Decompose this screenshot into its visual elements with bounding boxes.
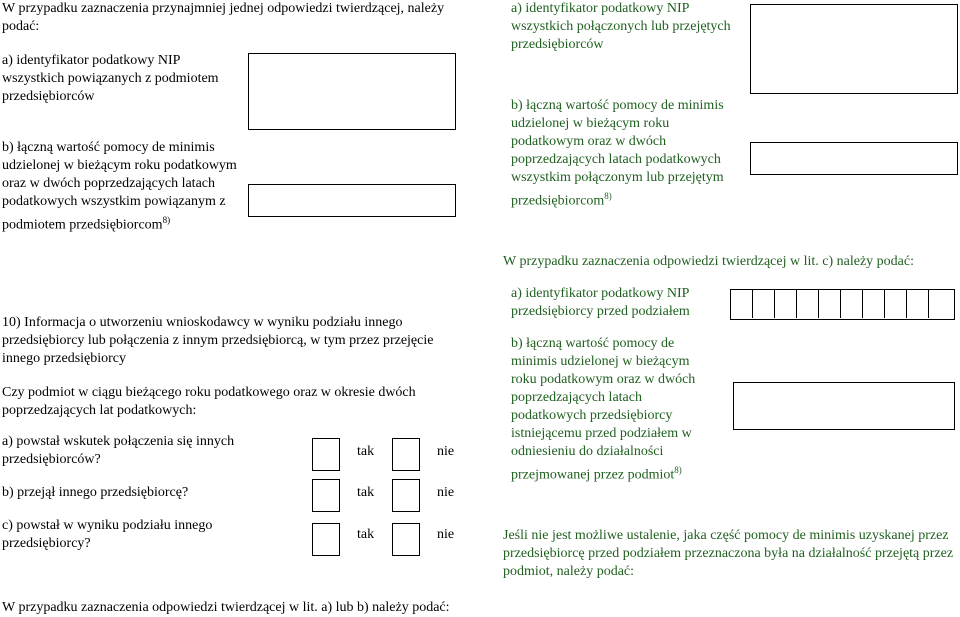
left-nip-label: a) identyfikator podatkowy NIP wszystkich powiązanych z podmiotem przedsiębiorców xyxy=(2,53,219,104)
right-aid-text: b) łączną wartość pomocy de minimis udzielonej w bieżącym roku podatkowym oraz w dwóch poprzedzających latach podatkowych wszystkim połączonym lub przejętym przedsiębiorcom xyxy=(511,98,724,209)
split-aid-label xyxy=(511,335,711,485)
item-a-yes-label: tak xyxy=(357,444,375,459)
section10-question: Czy podmiot w ciągu bieżącego roku podatkowego oraz w okresie dwóch poprzedzających lat podatkowych: xyxy=(2,385,416,418)
item-a-no-checkbox[interactable] xyxy=(392,438,420,471)
nip-cell xyxy=(752,290,772,318)
nip-cell xyxy=(818,290,838,318)
footnote-marker: 8) xyxy=(674,465,682,475)
item-c-yes-label: tak xyxy=(357,527,375,542)
footnote-marker: 8) xyxy=(162,215,171,225)
nip-cell xyxy=(796,290,816,318)
item-a-yes-checkbox[interactable] xyxy=(312,438,340,471)
right-nip-field[interactable] xyxy=(750,4,958,94)
item-c-yes-checkbox[interactable] xyxy=(312,523,340,556)
nip-cell xyxy=(884,290,904,318)
nip-cell xyxy=(928,290,948,318)
nip-cell xyxy=(906,290,926,318)
split-aid-field[interactable] xyxy=(733,382,955,430)
nip-cell xyxy=(840,290,860,318)
split-nip-label: a) identyfikator podatkowy NIP przedsiębiorcy przed podziałem xyxy=(511,286,690,319)
item-b-yes-checkbox[interactable] xyxy=(312,479,340,512)
item-b-yes-label: tak xyxy=(357,485,375,500)
item-c-no-checkbox[interactable] xyxy=(392,523,420,556)
nip-cell xyxy=(774,290,794,318)
left-intro: W przypadku zaznaczenia przynajmniej jednej odpowiedzi twierdzącej, należy podać: xyxy=(2,1,445,34)
split-note: Jeśli nie jest możliwe ustalenie, jaka część pomocy de minimis uzyskanej przez przedsiębiorcę przed podziałem przeznaczona była na działalność przejętą przez podmiot, należy podać: xyxy=(503,528,954,579)
right-aid-field[interactable] xyxy=(750,142,958,175)
section10-footer: W przypadku zaznaczenia odpowiedzi twierdzącej w lit. a) lub b) należy podać: xyxy=(2,600,450,615)
item-c-no-label: nie xyxy=(437,527,455,542)
lit-c-heading: W przypadku zaznaczenia odpowiedzi twierdzącej w lit. c) należy podać: xyxy=(503,254,914,269)
left-aid-field[interactable] xyxy=(248,184,456,217)
nip-cell xyxy=(862,290,882,318)
item-c-label: c) powstał w wyniku podziału innego przedsiębiorcy? xyxy=(2,518,213,551)
item-a-label: a) powstał wskutek połączenia się innych przedsiębiorców? xyxy=(2,434,235,467)
section10-heading: 10) Informacja o utworzeniu wnioskodawcy w wyniku podziału innego przedsiębiorcy lub połączenia z innym przedsiębiorcą, w tym przez przejęcie innego przedsiębiorcy xyxy=(2,315,434,366)
item-b-no-label: nie xyxy=(437,485,455,500)
split-aid-text: b) łączną wartość pomocy de minimis udzielonej w bieżącym roku podatkowym oraz w dwóch poprzedzających latach podatkowych przedsiębiorcy istniejącemu przed podziałem w odniesieniu do działalności przejmowanej przez podmiot xyxy=(511,336,696,483)
right-nip-label: a) identyfikator podatkowy NIP wszystkich połączonych lub przejętych przedsiębiorców xyxy=(511,1,731,52)
item-a-no-label: nie xyxy=(437,444,455,459)
footnote-marker: 8) xyxy=(604,191,612,201)
right-aid-label xyxy=(511,97,741,211)
item-b-no-checkbox[interactable] xyxy=(392,479,420,512)
left-aid-label xyxy=(2,139,242,235)
left-nip-field[interactable] xyxy=(248,53,456,130)
split-nip-cells[interactable] xyxy=(730,289,955,320)
left-aid-text: b) łączną wartość pomocy de minimis udzielonej w bieżącym roku podatkowym oraz w dwóch poprzedzających latach podatkowych wszystkim powiązanym z podmiotem przedsiębiorcom xyxy=(2,140,237,233)
item-b-label: b) przejął innego przedsiębiorcę? xyxy=(2,485,189,500)
